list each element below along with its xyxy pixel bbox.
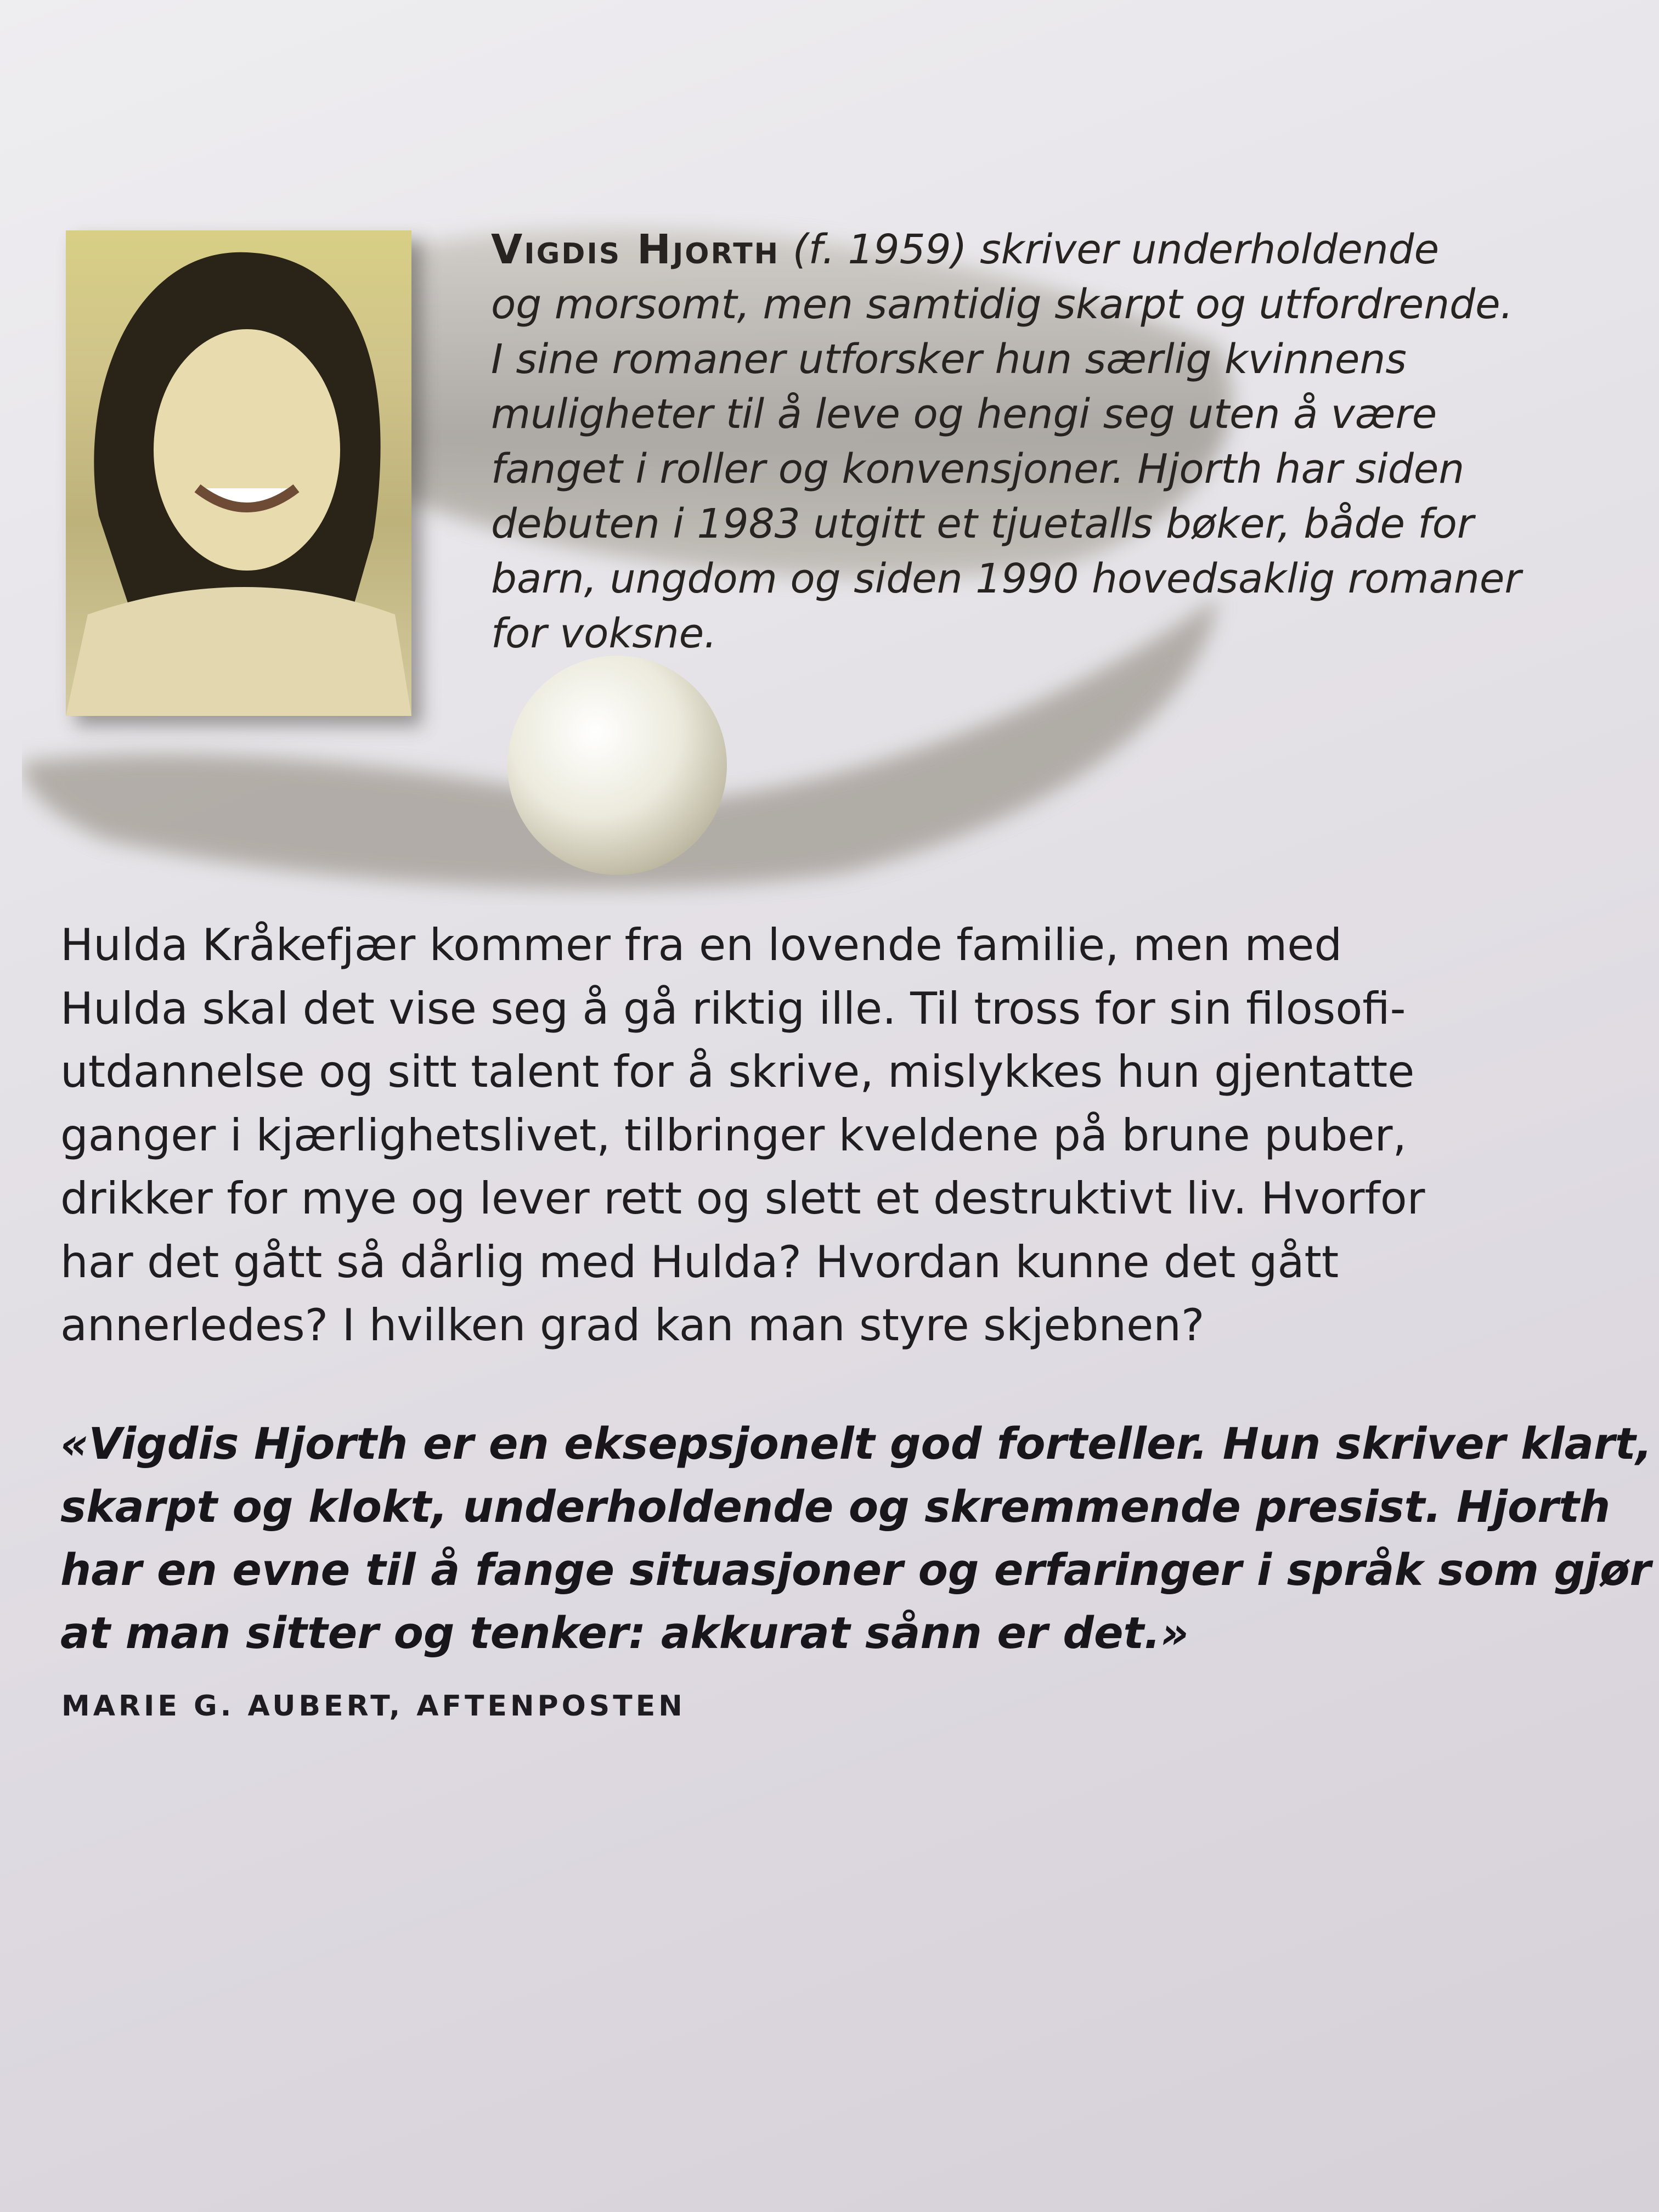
author-portrait-image (66, 230, 411, 716)
description-line: utdannelse og sitt talent for å skrive, mislykkes hun gjentatte (60, 1046, 1415, 1097)
author-name: Vigdis Hjorth (491, 226, 780, 273)
bio-line: muligheter til å leve og hengi seg uten å være (491, 391, 1437, 438)
description-line: ganger i kjærlighetslivet, tilbringer kveldene på brune puber, (60, 1109, 1407, 1161)
description-line: Hulda skal det vise seg å gå riktig ille. Til tross for sin filosofi- (60, 983, 1406, 1034)
review-quote (60, 1413, 1652, 1665)
bio-line: og morsomt, men samtidig skarpt og utfordrende. (491, 281, 1514, 328)
bio-line: debuten i 1983 utgitt et tjuetalls bøker, både for (491, 500, 1474, 548)
quote-line: «Vigdis Hjorth er en eksepsjonelt god forteller. Hun skriver klart, (60, 1419, 1652, 1469)
author-photo (66, 230, 411, 716)
author-bio (491, 222, 1533, 661)
bio-line: barn, ungdom og siden 1990 hovedsaklig romaner (491, 555, 1521, 602)
bio-line: I sine romaner utforsker hun særlig kvinnens (491, 336, 1407, 383)
review-attribution: MARIE G. AUBERT, AFTENPOSTEN (61, 1690, 686, 1723)
description-line: drikker for mye og lever rett og slett et destruktivt liv. Hvorfor (60, 1173, 1425, 1224)
quote-line: har en evne til å fange situasjoner og erfaringer i språk som gjør (60, 1545, 1651, 1595)
bio-line: fanget i roller og konvensjoner. Hjorth har siden (491, 445, 1465, 493)
pearl (507, 656, 727, 875)
description-line: har det gått så dårlig med Hulda? Hvordan kunne det gått (60, 1236, 1339, 1288)
quote-line: skarpt og klokt, underholdende og skremmende presist. Hjorth (60, 1482, 1611, 1532)
bio-line: Vigdis Hjorth (f. 1959) skriver underholdende (491, 226, 1440, 273)
book-description (60, 913, 1542, 1357)
description-line: Hulda Kråkefjær kommer fra en lovende familie, men med (60, 919, 1342, 970)
bio-line: for voksne. (491, 610, 717, 657)
quote-line: at man sitter og tenker: akkurat sånn er det.» (60, 1608, 1189, 1658)
description-line: annerledes? I hvilken grad kan man styre skjebnen? (60, 1300, 1205, 1351)
